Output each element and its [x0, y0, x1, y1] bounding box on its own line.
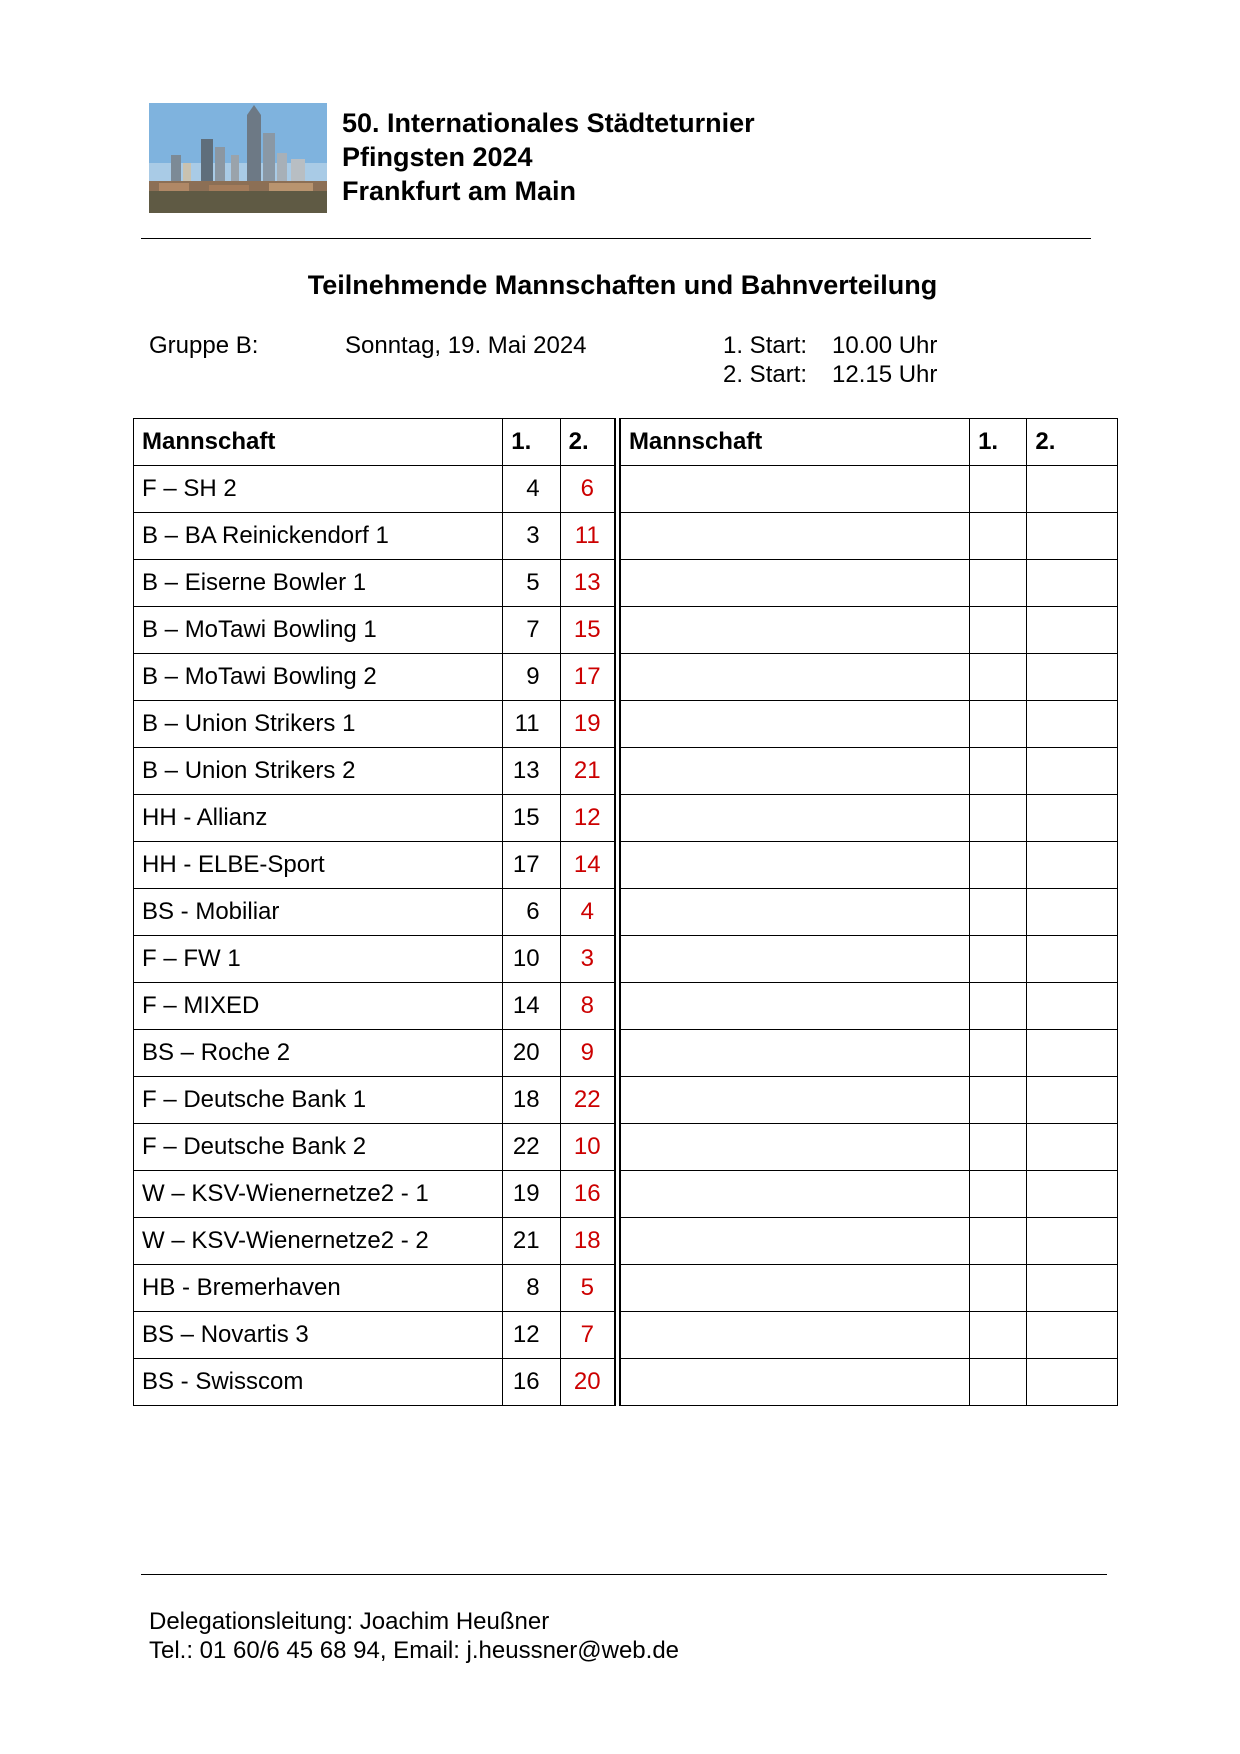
team-name-cell: F – MIXED [134, 983, 503, 1030]
team-name-cell-empty [617, 466, 969, 513]
tournament-title [342, 106, 755, 208]
lane2-cell: 3 [560, 936, 617, 983]
lane2-cell-empty [1027, 1359, 1118, 1406]
lane1-cell: 7 [503, 607, 560, 654]
lane2-cell-empty [1027, 1077, 1118, 1124]
table-row [134, 560, 1118, 607]
lane1-cell-empty [970, 936, 1027, 983]
lane2-cell: 8 [560, 983, 617, 1030]
lane2-cell-empty [1027, 1312, 1118, 1359]
table-row [134, 889, 1118, 936]
team-name-cell-empty [617, 654, 969, 701]
table-header-row [134, 419, 1118, 466]
lane1-cell-empty [970, 1124, 1027, 1171]
table-row [134, 1359, 1118, 1406]
team-name-cell-empty [617, 1312, 969, 1359]
table-row [134, 1077, 1118, 1124]
title-line-1: 50. Internationales Städteturnier [342, 108, 755, 138]
lane1-cell-empty [970, 1077, 1027, 1124]
lane2-cell: 11 [560, 513, 617, 560]
lane2-cell: 6 [560, 466, 617, 513]
lane2-cell-empty [1027, 983, 1118, 1030]
table-row [134, 795, 1118, 842]
lane2-cell-empty [1027, 889, 1118, 936]
lane1-cell: 16 [503, 1359, 560, 1406]
team-name-cell-empty [617, 1171, 969, 1218]
table-row [134, 1218, 1118, 1265]
lane1-cell-empty [970, 983, 1027, 1030]
lane2-cell-empty [1027, 513, 1118, 560]
lane1-cell-empty [970, 560, 1027, 607]
table-row [134, 1171, 1118, 1218]
title-line-2: Pfingsten 2024 [342, 142, 533, 172]
lane1-cell-empty [970, 1218, 1027, 1265]
lane2-cell: 19 [560, 701, 617, 748]
team-name-cell: B – BA Reinickendorf 1 [134, 513, 503, 560]
team-name-cell: BS – Novartis 3 [134, 1312, 503, 1359]
lane1-cell-empty [970, 795, 1027, 842]
lane2-cell: 14 [560, 842, 617, 889]
team-name-cell-empty [617, 889, 969, 936]
team-name-cell-empty [617, 513, 969, 560]
col-header-lane2-right: 2. [1027, 419, 1118, 466]
team-name-cell-empty [617, 1218, 969, 1265]
lane1-cell-empty [970, 748, 1027, 795]
lane1-cell-empty [970, 1359, 1027, 1406]
lane1-cell: 18 [503, 1077, 560, 1124]
lane1-cell: 12 [503, 1312, 560, 1359]
team-name-cell-empty [617, 1030, 969, 1077]
team-name-cell: HB - Bremerhaven [134, 1265, 503, 1312]
col-header-lane1-left: 1. [503, 419, 560, 466]
team-name-cell-empty [617, 842, 969, 889]
team-name-cell-empty [617, 795, 969, 842]
lane1-cell-empty [970, 513, 1027, 560]
team-name-cell: HH - Allianz [134, 795, 503, 842]
lane2-cell-empty [1027, 795, 1118, 842]
lane1-cell: 21 [503, 1218, 560, 1265]
lane1-cell: 3 [503, 513, 560, 560]
lane2-cell-empty [1027, 701, 1118, 748]
lane2-cell: 13 [560, 560, 617, 607]
lane1-cell: 19 [503, 1171, 560, 1218]
team-name-cell: F – Deutsche Bank 1 [134, 1077, 503, 1124]
lane1-cell: 14 [503, 983, 560, 1030]
table-row [134, 466, 1118, 513]
lane2-cell: 9 [560, 1030, 617, 1077]
col-header-lane1-right: 1. [970, 419, 1027, 466]
event-date: Sonntag, 19. Mai 2024 [345, 332, 587, 359]
lane1-cell: 6 [503, 889, 560, 936]
team-name-cell-empty [617, 1265, 969, 1312]
page-heading: Teilnehmende Mannschaften und Bahnverteilung [307, 270, 938, 300]
col-header-lane2-left: 2. [560, 419, 617, 466]
lane1-cell: 8 [503, 1265, 560, 1312]
lane2-cell: 20 [560, 1359, 617, 1406]
team-name-cell: W – KSV-Wienernetze2 - 1 [134, 1171, 503, 1218]
table-row [134, 1124, 1118, 1171]
lane1-cell: 17 [503, 842, 560, 889]
table-row [134, 1030, 1118, 1077]
table-row [134, 701, 1118, 748]
lane1-cell-empty [970, 607, 1027, 654]
team-name-cell-empty [617, 983, 969, 1030]
lane1-cell: 22 [503, 1124, 560, 1171]
skyline-logo-image [149, 103, 327, 213]
team-name-cell: BS - Swisscom [134, 1359, 503, 1406]
team-name-cell-empty [617, 1359, 969, 1406]
title-line-3: Frankfurt am Main [342, 176, 577, 206]
team-name-cell-empty [617, 1077, 969, 1124]
lane2-cell-empty [1027, 654, 1118, 701]
team-name-cell: B – Union Strikers 2 [134, 748, 503, 795]
team-name-cell-empty [617, 607, 969, 654]
delegation-lead: Delegationsleitung: Joachim Heußner [149, 1608, 550, 1635]
header-divider [141, 238, 1091, 239]
lane1-cell-empty [970, 1265, 1027, 1312]
lane1-cell: 15 [503, 795, 560, 842]
lane1-cell: 11 [503, 701, 560, 748]
team-name-cell-empty [617, 1124, 969, 1171]
lane1-cell: 5 [503, 560, 560, 607]
lane1-cell: 9 [503, 654, 560, 701]
table-row [134, 842, 1118, 889]
lane2-cell-empty [1027, 560, 1118, 607]
table-row [134, 607, 1118, 654]
team-name-cell-empty [617, 560, 969, 607]
lane1-cell-empty [970, 1312, 1027, 1359]
lane2-cell-empty [1027, 607, 1118, 654]
lane2-cell: 12 [560, 795, 617, 842]
lane2-cell-empty [1027, 1124, 1118, 1171]
lane1-cell: 10 [503, 936, 560, 983]
col-header-team-right: Mannschaft [617, 419, 969, 466]
lane2-cell: 7 [560, 1312, 617, 1359]
lane1-cell-empty [970, 842, 1027, 889]
lane2-cell-empty [1027, 1218, 1118, 1265]
contact-info: Tel.: 01 60/6 45 68 94, Email: j.heussner@web.de [149, 1637, 680, 1664]
lane1-cell-empty [970, 889, 1027, 936]
lane2-cell: 21 [560, 748, 617, 795]
start2-time: 12.15 Uhr [832, 361, 938, 388]
lane1-cell-empty [970, 1030, 1027, 1077]
team-name-cell: BS – Roche 2 [134, 1030, 503, 1077]
lane1-cell: 20 [503, 1030, 560, 1077]
team-name-cell: F – SH 2 [134, 466, 503, 513]
lane2-cell: 15 [560, 607, 617, 654]
lane2-cell-empty [1027, 1030, 1118, 1077]
lane2-cell: 4 [560, 889, 617, 936]
lane2-cell: 22 [560, 1077, 617, 1124]
team-name-cell: BS - Mobiliar [134, 889, 503, 936]
team-name-cell: B – Union Strikers 1 [134, 701, 503, 748]
lane2-cell-empty [1027, 936, 1118, 983]
start2-label: 2. Start: [723, 361, 808, 388]
lane1-cell-empty [970, 701, 1027, 748]
lane2-cell: 16 [560, 1171, 617, 1218]
lane1-cell: 13 [503, 748, 560, 795]
lane1-cell-empty [970, 1171, 1027, 1218]
start1-label: 1. Start: [723, 332, 808, 359]
team-name-cell: F – Deutsche Bank 2 [134, 1124, 503, 1171]
team-name-cell: B – MoTawi Bowling 2 [134, 654, 503, 701]
start1-time: 10.00 Uhr [832, 332, 938, 359]
lane2-cell-empty [1027, 466, 1118, 513]
lane2-cell-empty [1027, 842, 1118, 889]
team-name-cell: F – FW 1 [134, 936, 503, 983]
table-row [134, 654, 1118, 701]
team-name-cell-empty [617, 701, 969, 748]
lane2-cell: 10 [560, 1124, 617, 1171]
lane1-cell-empty [970, 654, 1027, 701]
table-row [134, 748, 1118, 795]
lane2-cell-empty [1027, 748, 1118, 795]
team-name-cell-empty [617, 936, 969, 983]
lane1-cell: 4 [503, 466, 560, 513]
col-header-team-left: Mannschaft [134, 419, 503, 466]
team-name-cell: B – MoTawi Bowling 1 [134, 607, 503, 654]
lane2-cell-empty [1027, 1265, 1118, 1312]
lane2-cell: 5 [560, 1265, 617, 1312]
footer-divider [141, 1574, 1107, 1575]
lane2-cell-empty [1027, 1171, 1118, 1218]
lane-assignment-table [133, 418, 1118, 1406]
team-name-cell: B – Eiserne Bowler 1 [134, 560, 503, 607]
lane2-cell: 18 [560, 1218, 617, 1265]
table-row [134, 983, 1118, 1030]
table-row [134, 513, 1118, 560]
table-row [134, 1265, 1118, 1312]
team-name-cell: W – KSV-Wienernetze2 - 2 [134, 1218, 503, 1265]
group-label: Gruppe B: [149, 332, 259, 359]
table-row [134, 936, 1118, 983]
table-row [134, 1312, 1118, 1359]
team-name-cell-empty [617, 748, 969, 795]
team-name-cell: HH - ELBE-Sport [134, 842, 503, 889]
lane2-cell: 17 [560, 654, 617, 701]
lane1-cell-empty [970, 466, 1027, 513]
